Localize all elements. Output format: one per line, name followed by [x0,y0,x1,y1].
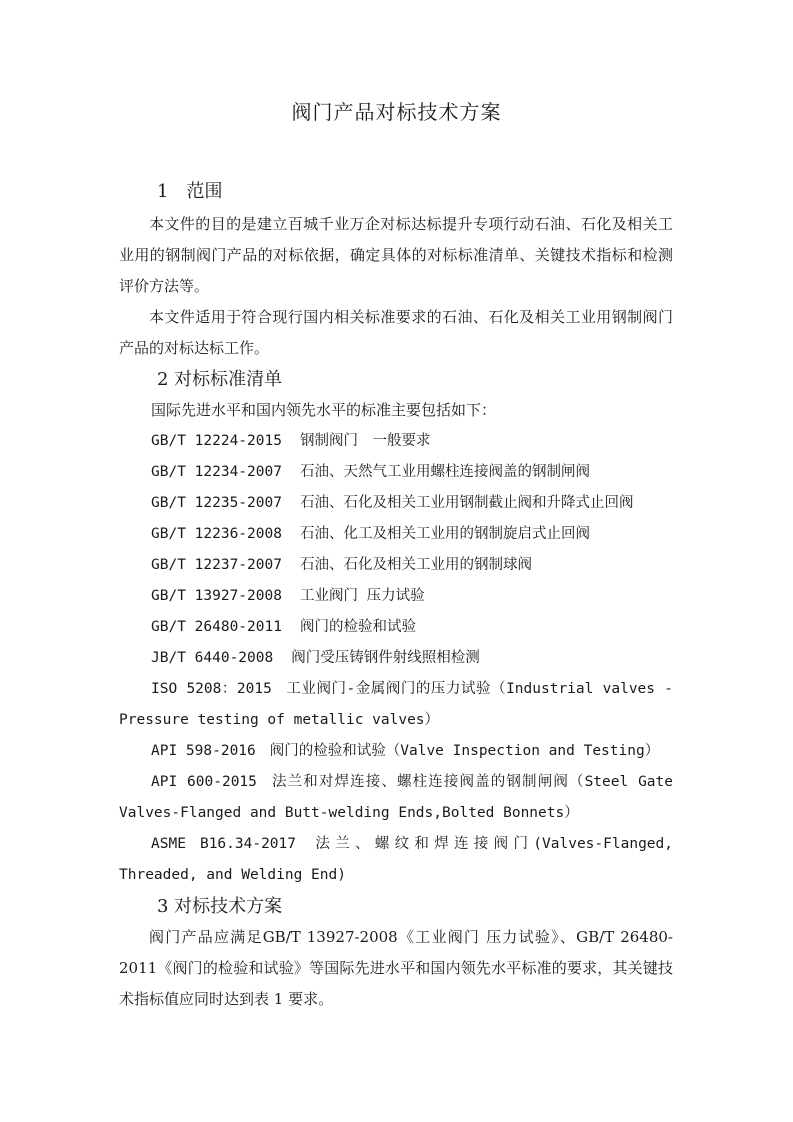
section-2-intro: 国际先进水平和国内领先水平的标准主要包括如下： [151,401,497,419]
standard-code: API 598-2016 [151,743,256,759]
standard-title: 阀门的检验和试验 [299,619,416,635]
standard-code: GB/T 12224-2015 [151,433,282,449]
section-1-heading: 1 范围 [157,181,223,202]
standard-item [119,643,673,674]
standard-code: GB/T 12236-2008 [151,526,282,542]
standard-title: 阀门受压铸钢件射线照相检测 [291,650,480,666]
standard-code: GB/T 13927-2008 [151,588,282,604]
standard-item [119,426,673,457]
standard-code: GB/T 12237-2007 [151,557,282,573]
document-title: 阀门产品对标技术方案 [291,100,502,124]
standard-item-long [119,736,673,767]
section-1-paragraph-2: 本文件适用于符合现行国内相关标准要求的石油、石化及相关工业用钢制阀门产品的对标达标工作。 [119,308,673,357]
standard-item [119,457,673,488]
section-2-heading: 2 对标标准清单 [157,369,283,390]
standard-code: GB/T 12234-2007 [151,464,282,480]
standard-code: ISO 5208：2015 [151,681,272,697]
section-3-heading: 3 对标技术方案 [157,896,283,917]
standard-code: GB/T 12235-2007 [151,495,282,511]
standard-item-long [119,829,673,891]
standard-title: 钢制阀门 一般要求 [299,433,431,449]
standard-title: 石油、化工及相关工业用的钢制旋启式止回阀 [299,526,590,542]
standard-title: 工业阀门 压力试验 [299,588,425,604]
document-body [119,175,673,1015]
standard-title: 石油、石化及相关工业用的钢制球阀 [299,557,532,573]
standard-code: ASME B16.34-2017 [151,836,296,852]
standard-code: API 600-2015 [151,774,257,790]
standard-code: JB/T 6440-2008 [151,650,274,666]
standard-title: 法兰和对焊连接、螺柱连接阀盖的钢制闸阀（Steel Gate Valves-Flanged and Butt-welding Ends,Bolted Bonnets） [119,774,673,821]
standard-title: 石油、石化及相关工业用钢制截止阀和升降式止回阀 [299,495,634,511]
section-1-paragraph-1: 本文件的目的是建立百城千业万企对标达标提升专项行动石油、石化及相关工业用的钢制阀门产品的对标依据，确定具体的对标标准清单、关键技术指标和检测评价方法等。 [119,215,673,295]
standard-title: 石油、天然气工业用螺柱连接阀盖的钢制闸阀 [299,464,590,480]
standard-item [119,550,673,581]
standard-title: 法兰、螺纹和焊连接阀门(Valves-Flanged, Threaded, and Welding End) [119,836,673,883]
standard-item-long [119,767,673,829]
section-3-paragraph-1: 阀门产品应满足GB/T 13927-2008《工业阀门 压力试验》、GB/T 26480-2011《阀门的检验和试验》等国际先进水平和国内领先水平标准的要求，其关键技术指标值应同时达到表 1 要求。 [119,928,673,1008]
standard-item [119,581,673,612]
standard-item [119,612,673,643]
standard-title: 阀门的检验和试验（Valve Inspection and Testing） [269,743,660,759]
standard-item-long [119,674,673,736]
standard-item [119,519,673,550]
standard-item [119,488,673,519]
standard-title: 工业阀门-金属阀门的压力试验（Industrial valves -Pressure testing of metallic valves） [119,681,674,728]
standard-code: GB/T 26480-2011 [151,619,282,635]
